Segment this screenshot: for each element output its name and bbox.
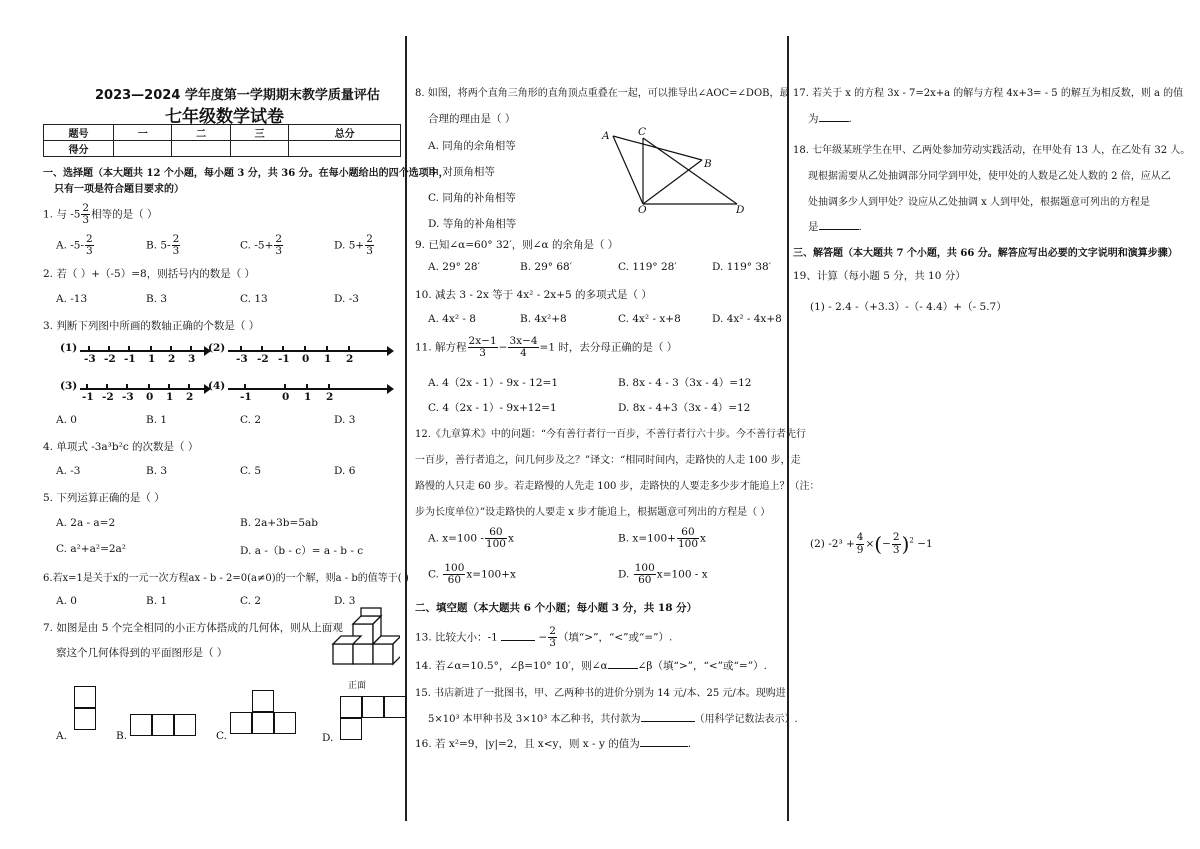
q11-option-d[interactable]: D. 8x - 4+3（3x - 4）=12 [618,402,751,414]
number-line-1-tick-label: 1 [148,353,156,365]
q8-option-d[interactable]: D. 等角的补角相等 [428,218,517,230]
q4-option-c[interactable]: C. 5 [240,465,262,477]
q2-option-c[interactable]: C. 13 [240,293,268,305]
q6-stem: 6.若x=1是关于x的一元一次方程ax - b - 2=0(a≠0)的一个解，则a - b的值等于( ) [43,573,409,584]
q8-point-o: O [638,204,647,216]
q16-answer-blank[interactable] [640,746,688,747]
q15-line-2-text: 5×10³ 本甲种书及 3×10³ 本乙种书，共付款为 [428,714,641,725]
q2-option-d[interactable]: D. -3 [334,293,359,305]
q10-option-b[interactable]: B. 4x²+8 [520,313,567,325]
score-cell[interactable] [230,141,288,157]
number-line-1-tick-label: 3 [188,353,196,365]
score-header-cell: 题号 [44,125,114,141]
score-header-cell: 一 [114,125,172,141]
q6-option-c[interactable]: C. 2 [240,595,262,607]
q4-option-b[interactable]: B. 3 [146,465,168,477]
q12-option-c-tail: x=100+x [466,568,516,581]
q16-stem [415,736,691,751]
q14-stem-tail: ∠β（填“>”，“<”或“=”）. [637,660,767,672]
q9-option-d[interactable]: D. 119° 38′ [712,261,772,273]
score-cell[interactable] [114,141,172,157]
q8-point-d: D [736,204,745,216]
q19-part-2-answer-area[interactable] [810,570,1150,800]
q9-option-a[interactable]: A. 29° 28′ [428,261,480,273]
q19-part-1: (1) - 2.4 -（+3.3）-（- 4.4）+（- 5.7） [810,301,1007,313]
number-line-4-label: (4) [208,380,226,392]
number-line-4-tick-label: 2 [326,391,334,403]
q10-stem: 10. 减去 3 - 2x 等于 4x² - 2x+5 的多项式是（ ） [415,289,652,301]
q4-option-a[interactable]: A. -3 [56,465,81,477]
q18-line-4-text: 是 [808,221,819,233]
q13-stem: 13. 比较大小：-1 − $\frac{2}{3}$ （填“>”，“<”或“=”）. [415,625,673,650]
q12-option-d[interactable]: D. $\frac{100}{60}$ x=100 - x [618,562,708,587]
q8-point-b: B [704,158,712,170]
q7-option-d[interactable] [322,686,412,746]
q17-answer-blank[interactable] [819,121,849,122]
q12-line-3: 路慢的人只走 60 步。若走路慢的人先走 100 步，走路快的人要走多少步才能追上？（注： [415,481,820,492]
exam-header-line1: 2023—2024 学年度第一学期期末教学质量评估 [95,88,380,103]
q9-option-b[interactable]: B. 29° 68′ [520,261,573,273]
q12-line-1: 12.《九章算术》中的问题：“今有善行者行一百步，不善行者行六十步。今不善行者先行 [415,429,807,440]
q16-stem-tail: . [687,738,692,750]
q2-stem: 2. 若（ ）+（-5）=8，则括号内的数是（ ） [43,268,256,280]
q9-stem: 9. 已知∠α=60° 32′，则∠α 的余角是（ ） [415,239,619,251]
q15-line-2-tail: （用科学记数法表示）. [694,714,798,725]
q11-stem: 11. 解方程 $\frac{2x-1}{3}$ − $\frac{3x-4}{4}$ =1 时，去分母正确的是（ ） [415,335,678,360]
section1-title-2: 只有一项是符合题目要求的） [54,184,184,195]
score-row-label: 得分 [44,141,114,157]
number-line-3[interactable] [40,378,210,404]
q6-option-b[interactable]: B. 1 [146,595,168,607]
q10-option-a[interactable]: A. 4x² - 8 [428,313,476,325]
q12-option-b[interactable]: B. x=100+ $\frac{60}{100}$ x [618,526,706,551]
q14-stem-text: 14. 若∠α=10.5°，∠β=10° 10′，则∠α [415,660,608,672]
number-line-1-tick-label: -2 [104,353,116,365]
q7-stem-2: 察这个几何体得到的平面图形是（ ） [56,647,228,659]
q2-option-b[interactable]: B. 3 [146,293,168,305]
section2-title: 二、填空题（本大题共 6 个小题；每小题 3 分，共 18 分） [415,602,698,614]
q18-line-4 [808,219,862,234]
q14-answer-blank[interactable] [608,668,638,669]
number-line-2-tick-label: 2 [346,353,354,365]
q6-option-a[interactable]: A. 0 [56,595,77,607]
q12-option-d-label: D. [618,568,630,581]
q1-stem-tail: 相等的是（ ） [91,208,158,221]
score-header-cell: 二 [172,125,230,141]
number-line-2-tick-label: -2 [257,353,269,365]
number-line-2-tick-label: -1 [278,353,290,365]
number-line-2[interactable] [208,340,393,366]
number-line-2-tick-label: -3 [236,353,248,365]
q12-option-b-label: B. x=100+ [618,532,676,545]
number-line-1-label: (1) [60,342,78,354]
q8-stem-2: 合理的理由是（ ） [428,113,516,125]
q14-stem [415,658,767,673]
number-line-4-tick-label: -1 [240,391,252,403]
section3-title: 三、解答题（本大题共 7 个小题，共 66 分。解答应写出必要的文字说明和演算步骤） [793,248,1178,259]
q7-option-a[interactable] [56,686,116,746]
number-line-4-tick-label: 1 [304,391,312,403]
q1-option-b-label: B. 5- [146,239,171,252]
q17-line-2-tail: . [848,113,852,125]
q7-option-b[interactable] [116,708,228,748]
score-table [43,124,401,157]
score-header-cell: 三 [230,125,288,141]
q11-option-a[interactable]: A. 4（2x - 1）- 9x - 12=1 [428,377,558,389]
q12-line-2: 一百步，善行者追之，问几何步及之？”译文：“相同时间内，走路快的人走 100 步，走 [415,455,801,466]
q7-option-c-label: C. [216,730,227,742]
q8-option-a[interactable]: A. 同角的余角相等 [428,140,516,152]
q18-answer-blank[interactable] [819,229,859,230]
number-line-1[interactable] [40,340,210,366]
q7-stem: 7. 如图是由 5 个完全相同的小正方体搭成的几何体，则从上面观 [43,622,343,634]
score-cell[interactable] [172,141,230,157]
number-line-3-tick-label: 0 [146,391,154,403]
q1-option-b[interactable]: B. 5- $\frac{2}{3}$ [146,233,180,258]
q2-option-a[interactable]: A. -13 [56,293,88,305]
q19-part-2-text: (2) -2³ + [810,538,855,550]
q18-line-1: 18. 七年级某班学生在甲、乙两处参加劳动实践活动，在甲处有 13 人，在乙处有 32 人。 [793,145,1191,156]
q1-stem-text: 1. 与 -5 [43,208,81,221]
number-line-2-axis [228,350,388,352]
q10-option-c[interactable]: C. 4x² - x+8 [618,313,681,325]
q16-stem-text: 16. 若 x²=9，|y|=2，且 x<y，则 x - y 的值为 [415,738,640,750]
q11-option-b[interactable]: B. 8x - 4 - 3（3x - 4）=12 [618,377,752,389]
q15-answer-blank[interactable] [641,721,695,722]
q15-line-1: 15. 书店新进了一批图书，甲、乙两种书的进价分别为 14 元/本、25 元/本。现购进 [415,688,786,699]
number-line-3-tick-label: -2 [102,391,114,403]
q18-line-2: 现根据需要从乙处抽调部分同学到甲处，使甲处的人数是乙处人数的 2 倍，应从乙 [808,171,1171,182]
q1-frac: $\frac{2}{3}$ [82,202,90,227]
q8-option-c[interactable]: C. 同角的补角相等 [428,192,516,204]
q5-option-a[interactable]: A. 2a - a=2 [56,517,116,529]
q3-option-b[interactable]: B. 1 [146,414,168,426]
number-line-4-axis [228,388,388,390]
q11-option-c[interactable]: C. 4（2x - 1）- 9x+12=1 [428,402,557,414]
number-line-1-axis [80,350,205,352]
q1-option-c[interactable]: C. -5+ $\frac{2}{3}$ [240,233,283,258]
number-line-3-tick-label: 1 [166,391,174,403]
q4-option-d[interactable]: D. 6 [334,465,356,477]
number-line-2-tick-label: 1 [324,353,332,365]
q6-option-d[interactable]: D. 3 [334,595,356,607]
q1-option-a-label: A. -5- [56,239,85,252]
q13-stem-tail: （填“>”，“<”或“=”）. [557,631,673,644]
number-line-3-tick-label: 2 [186,391,194,403]
score-cell[interactable] [289,141,401,157]
q5-stem: 5. 下列运算正确的是（ ） [43,492,165,504]
q17-line-1: 17. 若关于 x 的方程 3x - 7=2x+a 的解与方程 4x+3= - 5 的解互为相反数，则 a 的值 [793,88,1184,99]
q8-triangle-figure [597,124,757,220]
q7-option-b-label: B. [116,730,128,742]
number-line-1-tick-label: -3 [84,353,96,365]
number-line-1-tick-label: -1 [124,353,136,365]
q8-point-a: A [602,130,610,142]
q1-stem [43,203,157,226]
q3-stem: 3. 判断下列图中所画的数轴正确的个数是（ ） [43,320,260,332]
q7-option-a-label: A. [56,730,67,742]
q9-option-c[interactable]: C. 119° 28′ [618,261,677,273]
q12-line-4: 步为长度单位）”设走路快的人要走 x 步才能追上，根据题意可列出的方程是（ ） [415,507,771,518]
q1-option-c-label: C. -5+ [240,239,274,252]
q12-option-c-label: C. [428,568,439,581]
q5-option-c[interactable]: C. a²+a²=2a² [56,543,127,555]
q13-answer-blank[interactable] [501,640,535,641]
number-line-2-tick-label: 0 [302,353,310,365]
q10-option-d[interactable]: D. 4x² - 4x+8 [712,313,782,325]
q19-stem: 19、计算（每小题 5 分，共 10 分） [793,270,966,282]
column-2 [412,0,820,849]
q19-part-2: (2) -2³ + $\frac{4}{9}$ ×(− $\frac{2}{3}$ )$^2$ −1 [810,531,933,556]
q7-front-label: 正面 [348,681,367,691]
q12-option-d-tail: x=100 - x [656,568,708,581]
q17-line-2-text: 为 [808,113,819,125]
q1-option-d-label: D. 5+ [334,239,365,252]
q18-line-4-tail: . [858,221,862,233]
q3-option-a[interactable]: A. 0 [56,414,77,426]
q3-option-d[interactable]: D. 3 [334,414,356,426]
number-line-4[interactable] [208,378,393,404]
q12-option-a[interactable]: A. x=100 - $\frac{60}{100}$ x [428,526,514,551]
score-header-cell: 总分 [289,125,401,141]
number-line-3-axis [80,388,205,390]
q15-line-2 [428,710,798,725]
q11-stem-tail: =1 时，去分母正确的是（ ） [539,341,678,354]
q8-stem: 8. 如图，将两个直角三角形的直角顶点重叠在一起，可以推导出∠AOC=∠DOB，最 [415,88,790,99]
q11-stem-text: 11. 解方程 [415,341,467,354]
exam-title: 七年级数学试卷 [165,107,284,127]
q8-point-c: C [638,126,647,138]
q4-stem: 4. 单项式 -3a³b²c 的次数是（ ） [43,441,199,453]
q1-option-a[interactable]: A. -5- $\frac{2}{3}$ [56,233,93,258]
section1-title: 一、选择题（本大题共 12 个小题，每小题 3 分，共 36 分。在每小题给出的四个选项中， [43,168,449,179]
q19-part-1-answer-area[interactable] [810,318,1150,518]
q7-cube-figure [330,606,400,674]
q3-option-c[interactable]: C. 2 [240,414,262,426]
q18-line-3: 处抽调多少人到甲处？设应从乙处抽调 x 人到甲处，根据题意可列出的方程是 [808,197,1150,208]
q1-option-d[interactable]: D. 5+ $\frac{2}{3}$ [334,233,373,258]
q13-stem-text: 13. 比较大小：-1 [415,631,498,644]
q7-option-d-label: D. [322,732,334,744]
q5-option-b[interactable]: B. 2a+3b=5ab [240,517,318,529]
number-line-3-tick-label: -3 [122,391,134,403]
q7-option-c[interactable] [216,686,326,746]
number-line-1-tick-label: 2 [168,353,176,365]
number-line-3-tick-label: -1 [82,391,94,403]
q5-option-d[interactable]: D. a -（b - c）= a - b - c [240,545,364,557]
number-line-3-label: (3) [60,380,78,392]
column-3 [790,0,1191,849]
q17-line-2 [808,111,852,126]
number-line-2-label: (2) [208,342,226,354]
number-line-4-tick-label: 0 [282,391,290,403]
q12-option-c[interactable]: C. $\frac{100}{60}$ x=100+x [428,562,516,587]
q12-option-a-label: A. x=100 - [428,532,484,545]
q8-option-b[interactable]: B. 对顶角相等 [428,166,495,178]
